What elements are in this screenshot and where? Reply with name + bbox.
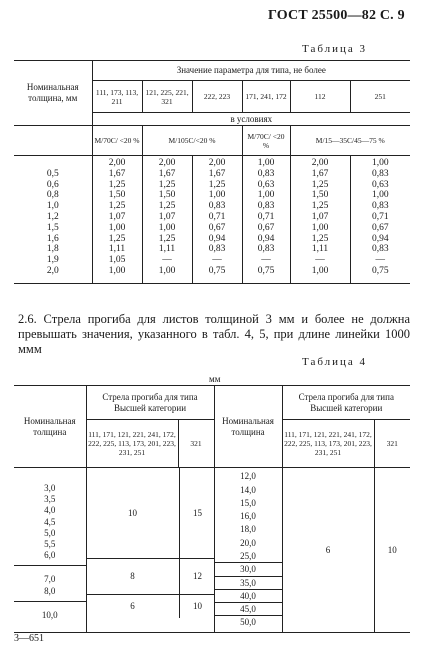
value-cell: 1,00	[257, 190, 275, 201]
empty-cell	[14, 126, 92, 156]
value-cell: 0,75	[371, 265, 389, 276]
value-cell: 0,75	[257, 265, 275, 276]
type-header: 121, 225, 221, 321	[142, 81, 192, 113]
value-cell: 15	[179, 468, 216, 558]
value-column	[350, 156, 410, 284]
value-cell: 1,25	[158, 179, 176, 190]
paragraph-2-6: 2.6. Стрела прогиба для листов толщиной 3 мм и более не должна превышать значения, указанного в табл. 4, 5, при длине линейки 1000 ммм	[18, 312, 410, 356]
value-cell: 0,63	[371, 179, 389, 190]
value-cell: 1,00	[208, 190, 226, 201]
row-header: Номинальная толщина	[14, 386, 86, 468]
thickness-cell: 1,9	[46, 255, 59, 266]
value-cell: 1,07	[158, 211, 176, 222]
type-header: 321	[178, 420, 214, 468]
value-cell: 2,00	[158, 158, 176, 168]
value-cell: 1,67	[208, 168, 226, 179]
value-cell: 0,67	[257, 222, 275, 233]
type-header: 111, 173, 113, 211	[92, 81, 142, 113]
right-value-type-a	[282, 468, 374, 633]
value-cell: 1,25	[158, 233, 176, 244]
value-cell: —	[315, 255, 325, 266]
left-thickness-column	[14, 468, 86, 633]
value-cell: 0,83	[257, 201, 275, 212]
value-cell: 1,50	[158, 190, 176, 201]
thickness-cell: 25,0	[215, 550, 282, 563]
value-cell: 1,00	[371, 190, 389, 201]
thickness-cell: 12,0	[240, 471, 256, 482]
value-cell: 0,94	[208, 233, 226, 244]
thickness-cell: 1,8	[46, 244, 59, 255]
value-cell: 0,83	[257, 244, 275, 255]
value-cell: 0,71	[371, 211, 389, 222]
value-column	[242, 156, 290, 284]
thickness-cell: 1,0	[46, 201, 59, 212]
type-header: 171, 241, 172	[242, 81, 290, 113]
value-cell: —	[162, 255, 172, 266]
type-header: 111, 171, 121, 221, 241, 172, 222, 225, 113, 173, 201, 223, 231, 251	[86, 420, 178, 468]
type-header: 112	[290, 81, 350, 113]
thickness-cell: 15,0	[240, 497, 256, 508]
value-cell: 0,63	[257, 179, 275, 190]
value-cell: 2,00	[208, 158, 226, 168]
value-cell: 10	[128, 507, 137, 518]
value-cell: 1,00	[311, 265, 329, 276]
value-cell: 1,25	[311, 201, 329, 212]
thickness-cell: 18,0	[240, 524, 256, 535]
value-cell: 1,67	[158, 168, 176, 179]
value-cell: 1,25	[158, 201, 176, 212]
type-header: 321	[374, 420, 410, 468]
value-cell: 1,11	[108, 244, 126, 255]
condition-header: М/70С/ <20 %	[242, 126, 290, 156]
thickness-cell: 30,0	[215, 563, 282, 576]
table3-label: Таблица 3	[302, 43, 368, 55]
thickness-cell: 6,0	[44, 550, 56, 561]
value-cell: 1,05	[108, 255, 126, 266]
thickness-group	[14, 602, 86, 625]
value-cell: 6	[130, 600, 135, 611]
row-header: Номинальная толщина, мм	[14, 61, 92, 126]
thickness-cell: 5,0	[44, 527, 56, 538]
value-cell: 2,00	[311, 158, 329, 168]
thickness-cell: 5,5	[44, 539, 56, 549]
value-cell: 0,83	[208, 244, 226, 255]
right-value-type-b	[374, 468, 410, 633]
value-cell: 1,00	[257, 158, 275, 168]
right-value: 6	[325, 544, 331, 555]
value-cell: 1,00	[371, 158, 389, 168]
conditions-header: в условиях	[92, 113, 410, 126]
value-group	[87, 559, 214, 594]
row-header: Номинальная толщина	[214, 386, 282, 468]
value-cell: 2,00	[108, 158, 126, 168]
value-column	[92, 156, 142, 284]
value-cell: 0,67	[208, 222, 226, 233]
value-cell: 0,71	[208, 211, 226, 222]
value-cell: 1,07	[311, 211, 329, 222]
group-header: Стрела прогиба для типа Высшей категории	[86, 386, 214, 420]
value-cell: 10	[179, 595, 216, 618]
table-3	[14, 60, 410, 284]
value-cell: 0,83	[371, 244, 389, 255]
value-cell: 1,00	[158, 222, 176, 233]
value-cell: 0,83	[371, 168, 389, 179]
type-header: 111, 171, 121, 221, 241, 172, 222, 225, 113, 173, 201, 223, 231, 251	[282, 420, 374, 468]
value-cell: 1,50	[311, 190, 329, 201]
value-cell: —	[375, 255, 386, 266]
thickness-cell: 4,5	[44, 516, 56, 527]
thickness-cell: 10,0	[41, 609, 58, 620]
value-cell: 1,25	[311, 179, 329, 190]
page-footer: 3—651	[14, 633, 44, 644]
value-cell: 1,25	[108, 201, 126, 212]
condition-header: М/70С/ <20 %	[92, 126, 142, 156]
thickness-cell: 4,0	[44, 505, 56, 516]
value-cell: 0,94	[371, 233, 389, 244]
value-cell: 1,00	[158, 265, 176, 276]
thickness-group	[14, 475, 86, 566]
value-cell: 1,25	[208, 179, 226, 190]
right-thickness-column	[214, 468, 282, 633]
condition-header: М/105С/<20 %	[142, 126, 242, 156]
thickness-cell: 0,6	[46, 179, 59, 190]
thickness-cell: 8,0	[44, 585, 56, 596]
thickness-cell: 1,2	[46, 211, 59, 222]
value-cell: 0,71	[257, 211, 275, 222]
thickness-cell: 45,0	[215, 603, 282, 616]
value-cell: 1,00	[311, 222, 329, 233]
unit-label: мм	[209, 374, 221, 384]
value-cell: 0,83	[257, 168, 275, 179]
value-column	[290, 156, 350, 284]
right-value: 10	[387, 544, 397, 555]
type-header: 251	[350, 81, 410, 113]
value-cell: 1,67	[311, 168, 329, 179]
value-cell: 0,94	[257, 233, 275, 244]
value-column	[192, 156, 242, 284]
value-cell: 1,50	[108, 190, 126, 201]
value-group	[87, 595, 214, 618]
value-cell: 1,25	[108, 233, 126, 244]
group-header: Значение параметра для типа, не более	[92, 61, 410, 81]
value-cell: 1,07	[108, 211, 126, 222]
value-cell: 0,83	[208, 201, 226, 212]
thickness-cell: 1,5	[46, 222, 59, 233]
thickness-cell: 0,8	[46, 190, 59, 201]
value-cell: 1,00	[108, 265, 126, 276]
value-cell: —	[212, 255, 222, 266]
value-cell: 1,00	[108, 222, 126, 233]
condition-header: М/15—35С/45—75 %	[290, 126, 410, 156]
value-cell: 8	[130, 571, 135, 582]
value-cell: 1,25	[108, 179, 126, 190]
table-4	[14, 385, 410, 633]
thickness-cell: 3,5	[44, 494, 56, 505]
thickness-cell: 1,6	[46, 233, 59, 244]
thickness-cell: 7,0	[44, 574, 56, 585]
value-cell: 0,83	[371, 201, 389, 212]
thickness-cell: 40,0	[215, 590, 282, 603]
value-cell: 1,11	[311, 244, 329, 255]
thickness-group	[14, 566, 86, 601]
left-values	[86, 468, 214, 633]
thickness-cell: 14,0	[240, 484, 256, 495]
value-group	[87, 468, 214, 559]
page-header: ГОСТ 25500—82 С. 9	[268, 8, 405, 23]
thickness-cell: 16,0	[240, 511, 256, 522]
value-cell: 0,75	[208, 265, 226, 276]
value-cell: 1,11	[158, 244, 176, 255]
value-cell: 1,67	[108, 168, 126, 179]
thickness-column	[14, 156, 92, 284]
value-cell: 1,25	[311, 233, 329, 244]
thickness-cell: 0,5	[46, 168, 59, 179]
thickness-cell: 20,0	[240, 537, 256, 548]
thickness-cell: 3,0	[44, 483, 56, 494]
value-column	[142, 156, 192, 284]
value-cell: 0,67	[371, 222, 389, 233]
thickness-cell: 35,0	[215, 577, 282, 590]
value-cell: 12	[179, 559, 216, 593]
type-header: 222, 223	[192, 81, 242, 113]
thickness-cell: 2,0	[46, 265, 59, 276]
value-cell: —	[261, 255, 271, 266]
group-header: Стрела прогиба для типа Высшей категории	[282, 386, 410, 420]
thickness-cell: 50,0	[240, 617, 256, 628]
table4-label: Таблица 4	[302, 356, 368, 368]
